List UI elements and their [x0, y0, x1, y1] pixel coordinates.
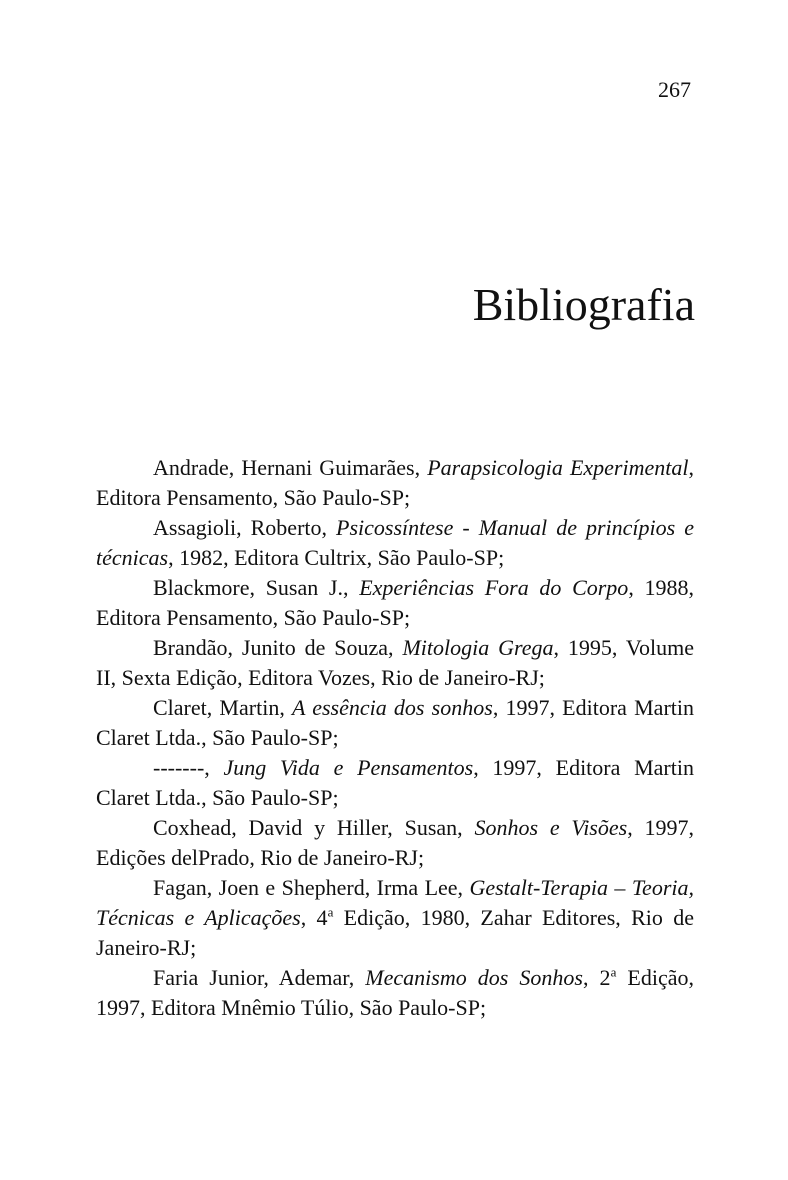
entry-text: Andrade, Hernani Guimarães,	[153, 455, 428, 480]
page-number: 267	[658, 77, 691, 102]
entry-title: Jung Vida e Pensamentos	[223, 755, 474, 780]
bibliography-entry	[96, 633, 694, 693]
ordinal-superscript: a	[327, 904, 334, 920]
entry-text: , 1997, Editora Martin Claret Ltda., São Paulo-SP;	[96, 695, 694, 750]
entry-text: Claret, Martin,	[153, 695, 292, 720]
bibliography-entry	[96, 513, 694, 573]
entry-title: Experiências Fora do Corpo	[359, 575, 629, 600]
entry-title: Gestalt-Terapia – Teoria, Técnicas e Aplicações	[96, 875, 694, 930]
entry-title: Psicossíntese - Manual de princípios e técnicas	[96, 515, 694, 570]
entry-text: , 1988, Editora Pensamento, São Paulo-SP;	[96, 575, 694, 630]
entry-text: Edição, 1997, Editora Mnêmio Túlio, São Paulo-SP;	[96, 965, 694, 1020]
entry-text: Blackmore, Susan J.,	[153, 575, 360, 600]
bibliography-entry	[96, 813, 694, 873]
bibliography-entry	[96, 573, 694, 633]
entry-title: A essência dos sonhos	[292, 695, 493, 720]
entry-title: Mitologia Grega	[402, 635, 554, 660]
bibliography-entry	[96, 963, 694, 1023]
entry-text: , 1995, Volume II, Sexta Edição, Editora Vozes, Rio de Janeiro-RJ;	[96, 635, 694, 690]
entry-text: Coxhead, David y Hiller, Susan,	[153, 815, 475, 840]
entry-text: , 1982, Editora Cultrix, São Paulo-SP;	[168, 545, 505, 570]
bibliography-entry	[96, 453, 694, 513]
entry-title: Mecanismo dos Sonhos	[365, 965, 583, 990]
entry-text: Faria Junior, Ademar,	[153, 965, 366, 990]
entry-text: , 4	[300, 905, 328, 930]
entry-text: -------,	[153, 755, 224, 780]
entry-text: , Editora Pensamento, São Paulo-SP;	[96, 455, 694, 510]
entry-text: Fagan, Joen e Shepherd, Irma Lee,	[153, 875, 470, 900]
entry-text: , 2	[582, 965, 611, 990]
bibliography-entry	[96, 693, 694, 753]
entry-text: Brandão, Junito de Souza,	[153, 635, 403, 660]
bibliography-entry	[96, 873, 694, 963]
entry-text: Assagioli, Roberto,	[153, 515, 337, 540]
entry-title: Parapsicologia Experimental	[427, 455, 689, 480]
entry-text: , 1997, Editora Martin Claret Ltda., São Paulo-SP;	[96, 755, 694, 810]
bibliography-list	[96, 453, 694, 1023]
entry-text: Edição, 1980, Zahar Editores, Rio de Janeiro-RJ;	[96, 905, 695, 960]
chapter-title: Bibliografia	[472, 279, 695, 330]
ordinal-superscript: a	[610, 964, 617, 980]
entry-text: , 1997, Edições delPrado, Rio de Janeiro-RJ;	[96, 815, 695, 870]
entry-title: Sonhos e Visões	[474, 815, 628, 840]
bibliography-entry	[96, 753, 694, 813]
